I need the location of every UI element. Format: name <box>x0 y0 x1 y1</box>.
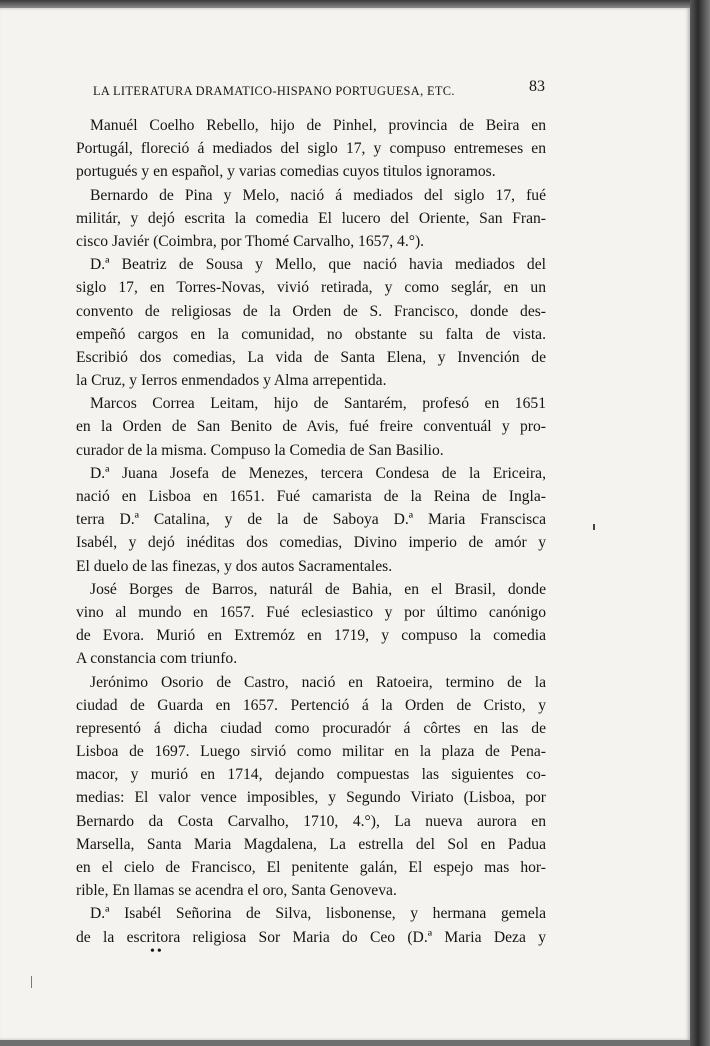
text-line: la Cruz, y Ierros enmendados y Alma arrepentida. <box>76 372 387 390</box>
signature-mark: •• <box>150 944 164 959</box>
text-line: nació en Lisboa en 1651. Fué camarista de la Reina de Ingla- <box>76 488 546 505</box>
text-line: en la Orden de San Benito de Avis, fué freire conventuál y pro- <box>76 418 546 436</box>
text-line: Marcos Correa Leitam, hijo de Santarém, profesó en 1651 <box>90 395 546 413</box>
page-header <box>93 78 545 104</box>
text-line: D.ª Beatriz de Sousa y Mello, que nació havia mediados del <box>90 256 546 274</box>
text-line: portugués y en español, y varias comedias cuyos titulos ignoramos. <box>76 163 496 181</box>
text-line: José Borges de Barros, naturál de Bahia, en el Brasil, donde <box>90 580 546 598</box>
text-line: A constancia com triunfo. <box>76 650 238 668</box>
text-line: D.ª Juana Josefa de Menezes, tercera Condesa de la Ericeira, <box>90 464 546 482</box>
text-line: de la escritora religiosa Sor Maria do Ceo (D.ª Maria Deza y <box>76 928 546 946</box>
text-line: de Evora. Murió en Extremóz en 1719, y compuso la comedia <box>76 627 546 645</box>
running-title: LA LITERATURA DRAMATICO-HISPANO PORTUGUESA, ETC. <box>93 84 455 98</box>
text-line: convento de religiosas de la Orden de S. Francisco, donde des- <box>76 302 546 320</box>
body-text <box>76 114 546 949</box>
text-line: cisco Javiér (Coimbra, por Thomé Carvalho, 1657, 4.°). <box>76 232 425 250</box>
text-line: Marsella, Santa Maria Magdalena, La estrella del Sol en Padua <box>76 835 546 853</box>
text-line: Isabél, y dejó inéditas dos comedias, Divino imperio de amór y <box>76 534 546 552</box>
text-line: ciudad de Guarda en 1657. Pertenció á la Orden de Cristo, y <box>76 696 546 714</box>
margin-speck <box>31 976 32 988</box>
text-line: macor, y murió en 1714, dejando compuestas las siguientes co- <box>76 766 546 784</box>
text-line: Jerónimo Osorio de Castro, nació en Ratoeira, termino de la <box>90 673 546 691</box>
text-line: Lisboa de 1697. Luego sirvió como militar en la plaza de Pena- <box>76 743 546 761</box>
text-line: D.ª Isabél Señorina de Silva, lisbonense, y hermana gemela <box>90 905 546 923</box>
text-line: representó á dicha ciudad como procuradór á côrtes en las de <box>76 719 546 737</box>
text-line: Escribió dos comedias, La vida de Santa Elena, y Invención de <box>76 348 546 366</box>
text-line: Bernardo da Costa Carvalho, 1710, 4.°), La nueva aurora en <box>76 812 546 830</box>
text-line: siglo 17, en Torres-Novas, vivió retirada, y como seglár, en un <box>76 279 546 297</box>
text-line: El duelo de las finezas, y dos autos Sacramentales. <box>76 557 393 575</box>
text-line: Bernardo de Pina y Melo, nació á mediados del siglo 17, fué <box>90 186 546 204</box>
book-gutter <box>690 0 710 1046</box>
text-line: curador de la misma. Compuso la Comedia de San Basilio. <box>76 441 444 459</box>
text-line: vino al mundo en 1657. Fué eclesiastico y por último canónigo <box>76 603 546 621</box>
page-number: 83 <box>529 78 545 95</box>
text-line: Manuél Coelho Rebello, hijo de Pinhel, provincia de Beira en <box>90 117 546 134</box>
margin-speck <box>593 524 595 530</box>
text-line: empeñó cargos en la comunidad, no obstante su falta de vista. <box>76 325 546 343</box>
text-line: rible, En llamas se acendra el oro, Santa Genoveva. <box>76 882 397 900</box>
text-line: terra D.ª Catalina, y de la de Saboya D.ª Maria Franscisca <box>76 511 546 529</box>
text-line: en el cielo de Francisco, El penitente galán, El espejo mas hor- <box>76 859 546 876</box>
scan-top-edge <box>0 0 710 8</box>
text-line: Portugál, floreció á mediados del siglo 17, y compuso entremeses en <box>76 140 546 158</box>
text-line: militár, y dejó escrita la comedia El lucero del Oriente, San Fran- <box>76 209 546 227</box>
text-line: medias: El valor vence imposibles, y Segundo Viriato (Lisboa, por <box>76 789 546 807</box>
